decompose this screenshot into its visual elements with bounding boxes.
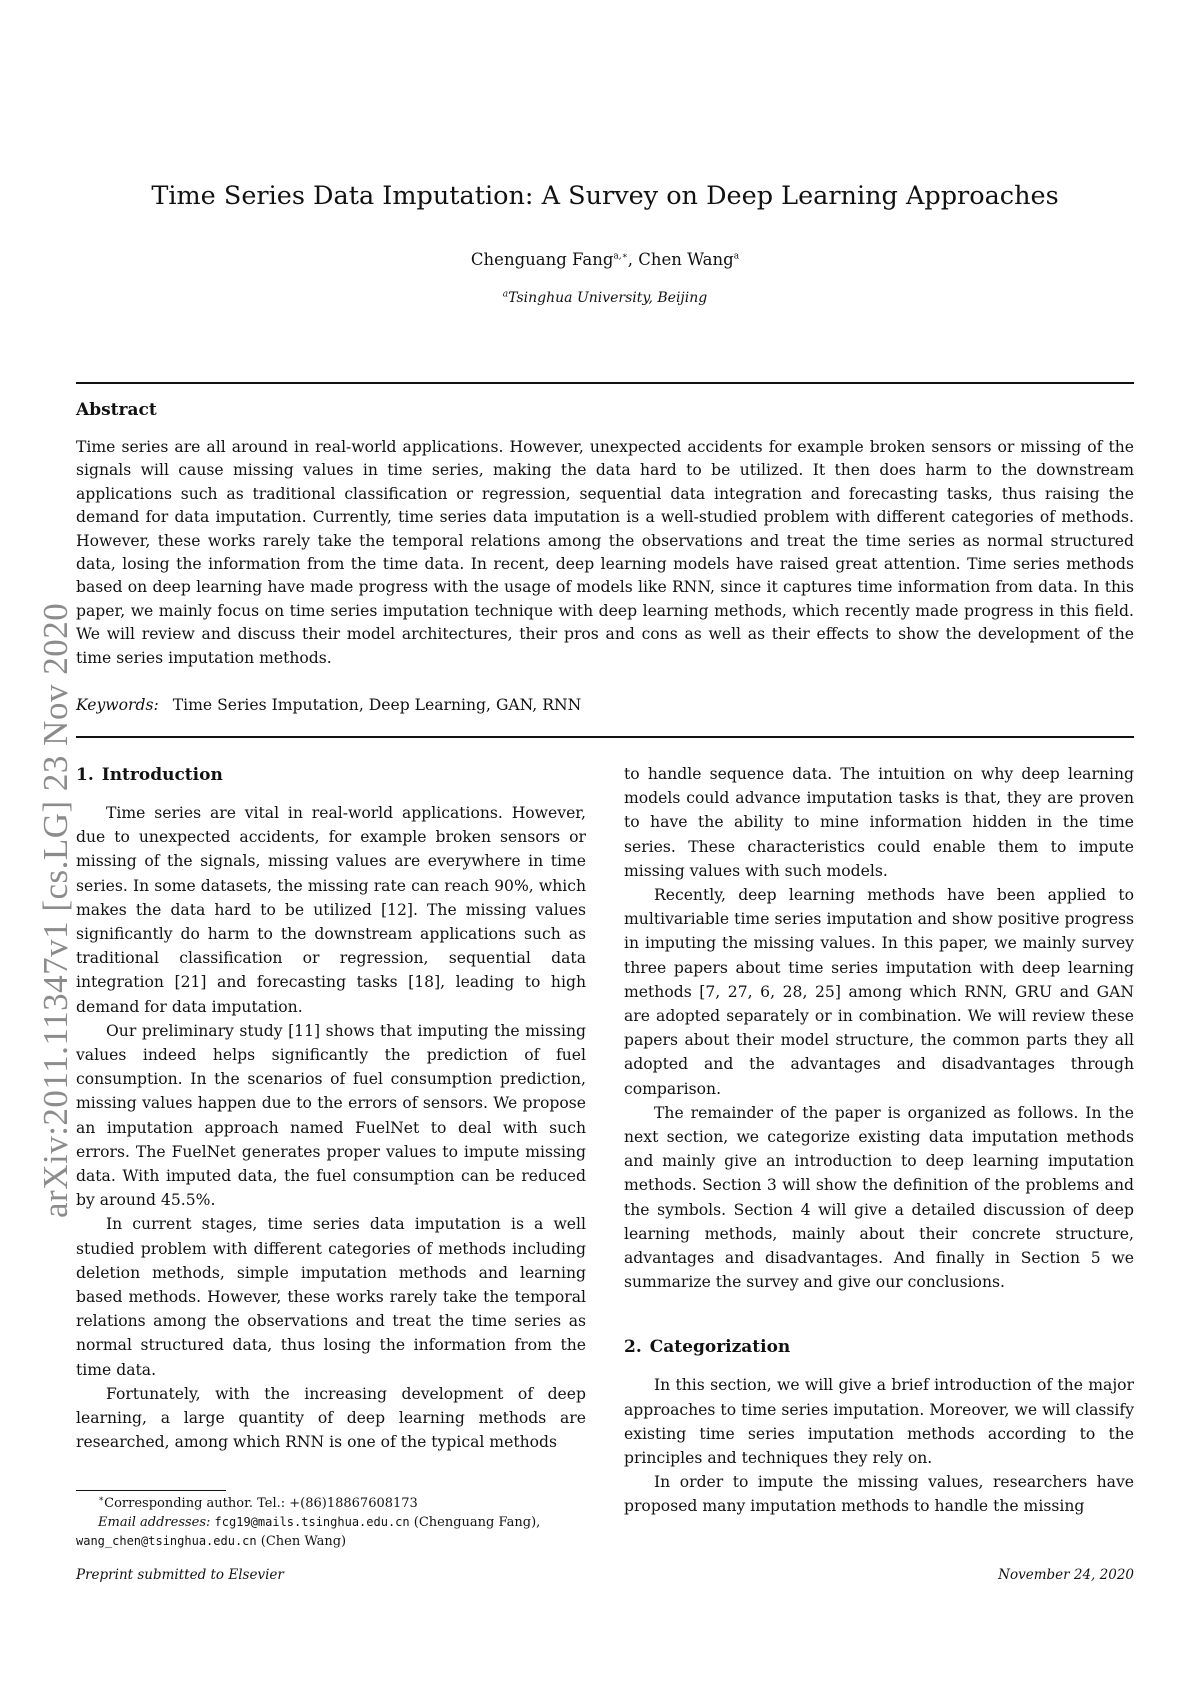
- keywords-text: Time Series Imputation, Deep Learning, GAN, RNN: [172, 696, 582, 714]
- abstract-text: Time series are all around in real-world applications. However, unexpected accidents for example broken sensors or missing of the signals will cause missing values in time series, making the data hard to be utilized. It then does harm to the downstream applications such as traditional classification or regression, sequential data integration and forecasting tasks, thus raising the demand for data imputation. Currently, time series data imputation is a well-studied problem with different categories of methods. However, these works rarely take the temporal relations among the observations and treat the time series as normal structured data, losing the information from the time data. In recent, deep learning models have raised great attention. Time series methods based on deep learning have made progress with the usage of models like RNN, since it captures time information from data. In this paper, we mainly focus on time series imputation technique with deep learning methods, which recently made progress in this field. We will review and discuss their model architectures, their pros and cons as well as their effects to show the development of the time series imputation methods.: [76, 438, 1134, 667]
- footer-preprint-note: Preprint submitted to Elsevier: [76, 1567, 284, 1583]
- right-column: [624, 762, 1134, 1519]
- paragraph: Time series are vital in real-world applications. However, due to unexpected accidents, for example broken sensors or missing of the signals, missing values are everywhere in time series. In some datasets, the missing rate can reach 90%, which makes the data hard to be utilized [12]. The missing values significantly do harm to the downstream applications such as traditional classification or regression, sequential data integration [21] and forecasting tasks [18], leading to high demand for data imputation.: [76, 804, 586, 1016]
- email-owner: (Chen Wang): [256, 1534, 347, 1549]
- paragraph: In this section, we will give a brief introduction of the major approaches to time series imputation. Moreover, we will classify existing time series imputation methods according to the principles and techniques they rely on.: [624, 1376, 1134, 1468]
- abstract-top-rule: [76, 382, 1134, 384]
- left-column: [76, 762, 586, 1454]
- email-link[interactable]: fcg19@mails.tsinghua.edu.cn: [214, 1515, 410, 1529]
- paragraph: Our preliminary study [11] shows that imputing the missing values indeed helps significantly the prediction of fuel consumption. In the scenarios of fuel consumption prediction, missing values happen due to the errors of sensors. We propose an imputation approach named FuelNet to deal with such errors. The FuelNet generates proper values to impute missing data. With imputed data, the fuel consumption can be reduced by around 45.5%.: [76, 1021, 586, 1210]
- footnote: [76, 1494, 586, 1551]
- abstract-bottom-rule: [76, 736, 1134, 738]
- abstract-heading: Abstract: [76, 400, 157, 420]
- affiliation-mark: a: [502, 289, 509, 300]
- footnote-corresponding-text: Corresponding author. Tel.: +(86)18867608173: [104, 1496, 418, 1511]
- footnote-corresponding: [76, 1494, 586, 1513]
- paragraph: Fortunately, with the increasing development of deep learning, a large quantity of deep learning methods are researched, among which RNN is one of the typical methods: [76, 1384, 586, 1452]
- section-title: Introduction: [101, 765, 223, 785]
- footnote-mark: ∗: [98, 1494, 105, 1505]
- paragraph: to handle sequence data. The intuition on why deep learning models could advance imputation tasks is that, they are proven to have the ability to mine information hidden in the time series. These characteristics could enable them to impute missing values with such models.: [624, 765, 1134, 880]
- paragraph: In current stages, time series data imputation is a well studied problem with different categories of methods including deletion methods, simple imputation methods and learning based methods. However, these works rarely take the temporal relations among the observations and treat the time series as normal structured data, thus losing the information from the time data.: [76, 1215, 586, 1379]
- section-heading: [76, 762, 586, 788]
- author-list: [76, 249, 1134, 271]
- author-name: Chenguang Fang: [470, 250, 614, 269]
- email-label: Email addresses:: [98, 1515, 211, 1530]
- author-separator: ,: [627, 250, 639, 269]
- email-owner: (Chenguang Fang),: [409, 1515, 541, 1530]
- section-heading: [624, 1334, 1134, 1360]
- footnote-emails: [76, 1513, 586, 1551]
- paragraph: In order to impute the missing values, researchers have proposed many imputation methods to handle the missing: [624, 1473, 1134, 1516]
- affiliation-text: Tsinghua University, Beijing: [508, 290, 708, 306]
- affiliation: [76, 288, 1134, 308]
- author-affiliation-mark: a,∗: [613, 251, 628, 262]
- keywords-label: Keywords:: [76, 696, 159, 714]
- footer-date: November 24, 2020: [998, 1567, 1134, 1583]
- section-number: 1.: [76, 765, 94, 785]
- paragraph: Recently, deep learning methods have been applied to multivariable time series imputation and show positive progress in imputing the missing values. In this paper, we mainly survey three papers about time series imputation with deep learning methods [7, 27, 6, 28, 25] among which RNN, GRU and GAN are adopted separately or in combination. We will review these papers about their model structure, the common parts they all adopted and the advantages and disadvantages through comparison.: [624, 886, 1134, 1098]
- keywords: [76, 694, 1134, 716]
- section-spacer: [624, 1294, 1134, 1334]
- section-title: Categorization: [649, 1337, 791, 1358]
- footnote-rule: [76, 1490, 226, 1491]
- author-name: Chen Wang: [638, 250, 734, 269]
- email-link[interactable]: wang_chen@tsinghua.edu.cn: [76, 1534, 257, 1548]
- paper-title: Time Series Data Imputation: A Survey on Deep Learning Approaches: [151, 181, 1059, 211]
- section-number: 2.: [624, 1337, 642, 1358]
- author-affiliation-mark: a: [733, 251, 740, 262]
- arxiv-identifier: arXiv:2011.11347v1 [cs.LG] 23 Nov 2020: [36, 602, 75, 1218]
- paragraph: The remainder of the paper is organized as follows. In the next section, we categorize existing data imputation methods and mainly give an introduction to deep learning imputation methods. Section 3 will show the definition of the problems and the symbols. Section 4 will give a detailed discussion of deep learning methods, mainly about their concrete structure, advantages and disadvantages. And finally in Section 5 we summarize the survey and give our conclusions.: [624, 1103, 1134, 1292]
